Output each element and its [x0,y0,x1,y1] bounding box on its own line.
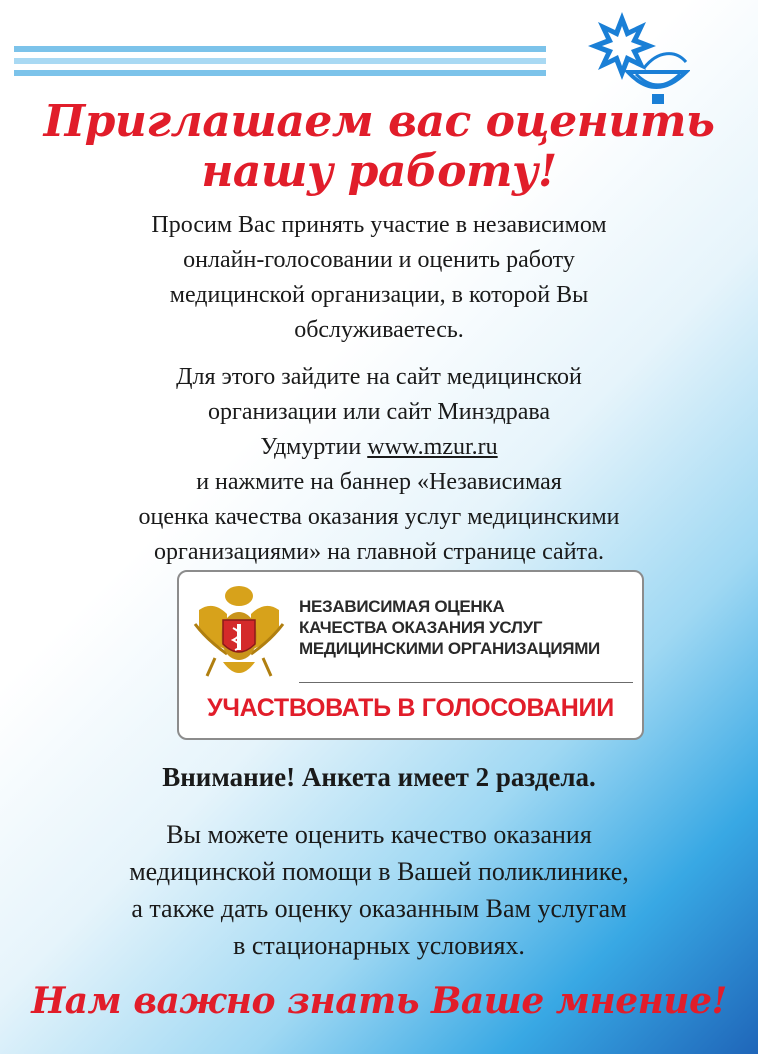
instructions-line: и нажмите на баннер «Независимая [196,469,562,495]
evaluation-banner[interactable] [177,570,644,740]
intro-line: Просим Вас принять участие в независимом [151,212,607,238]
double-headed-eagle-emblem-icon [193,580,285,692]
ministry-website-link[interactable]: www.mzur.ru [367,434,498,460]
banner-title-line: МЕДИЦИНСКИМИ ОРГАНИЗАЦИЯМИ [299,639,600,658]
instructions-line-prefix: Удмуртии [260,434,368,460]
star-bowl-logo-icon [578,10,690,110]
details-line: в стационарных условиях. [233,931,525,960]
stripe [14,46,546,52]
instructions-line: организациями» на главной странице сайта. [154,539,604,565]
intro-line: обслуживаетесь. [294,317,464,343]
stripe [14,58,546,64]
headline-line-1: Приглашаем вас оценить [43,96,715,147]
banner-divider [299,682,633,683]
banner-title-line: КАЧЕСТВА ОКАЗАНИЯ УСЛУГ [299,618,543,637]
instructions-line: организации или сайт Минздрава [207,399,551,425]
details-line: медицинской помощи в Вашей поликлинике, [129,857,629,886]
instructions-line: оценка качества оказания услуг медицинскими [138,504,620,530]
details-line: а также дать оценку оказанным Вам услугам [131,894,627,923]
instructions-line: Для этого зайдите на сайт медицинской [176,364,582,390]
footer-slogan: Нам важно знать Ваше мнение! [31,980,727,1022]
stripe [14,70,546,76]
intro-paragraph [40,208,718,348]
details-paragraph [40,816,718,964]
participate-voting-button[interactable]: УЧАСТВОВАТЬ В ГОЛОСОВАНИИ [207,694,614,722]
intro-line: онлайн-голосовании и оценить работу [183,247,575,273]
intro-line: медицинской организации, в которой Вы [169,282,589,308]
banner-title [299,596,639,659]
instructions-line [40,430,718,465]
instructions-paragraph [40,360,718,570]
details-line: Вы можете оценить качество оказания [166,820,592,849]
headline-line-2: нашу работу! [201,146,557,197]
banner-title-line: НЕЗАВИСИМАЯ ОЦЕНКА [299,597,505,616]
decorative-stripes [14,46,546,82]
attention-notice: Внимание! Анкета имеет 2 раздела. [162,762,596,792]
